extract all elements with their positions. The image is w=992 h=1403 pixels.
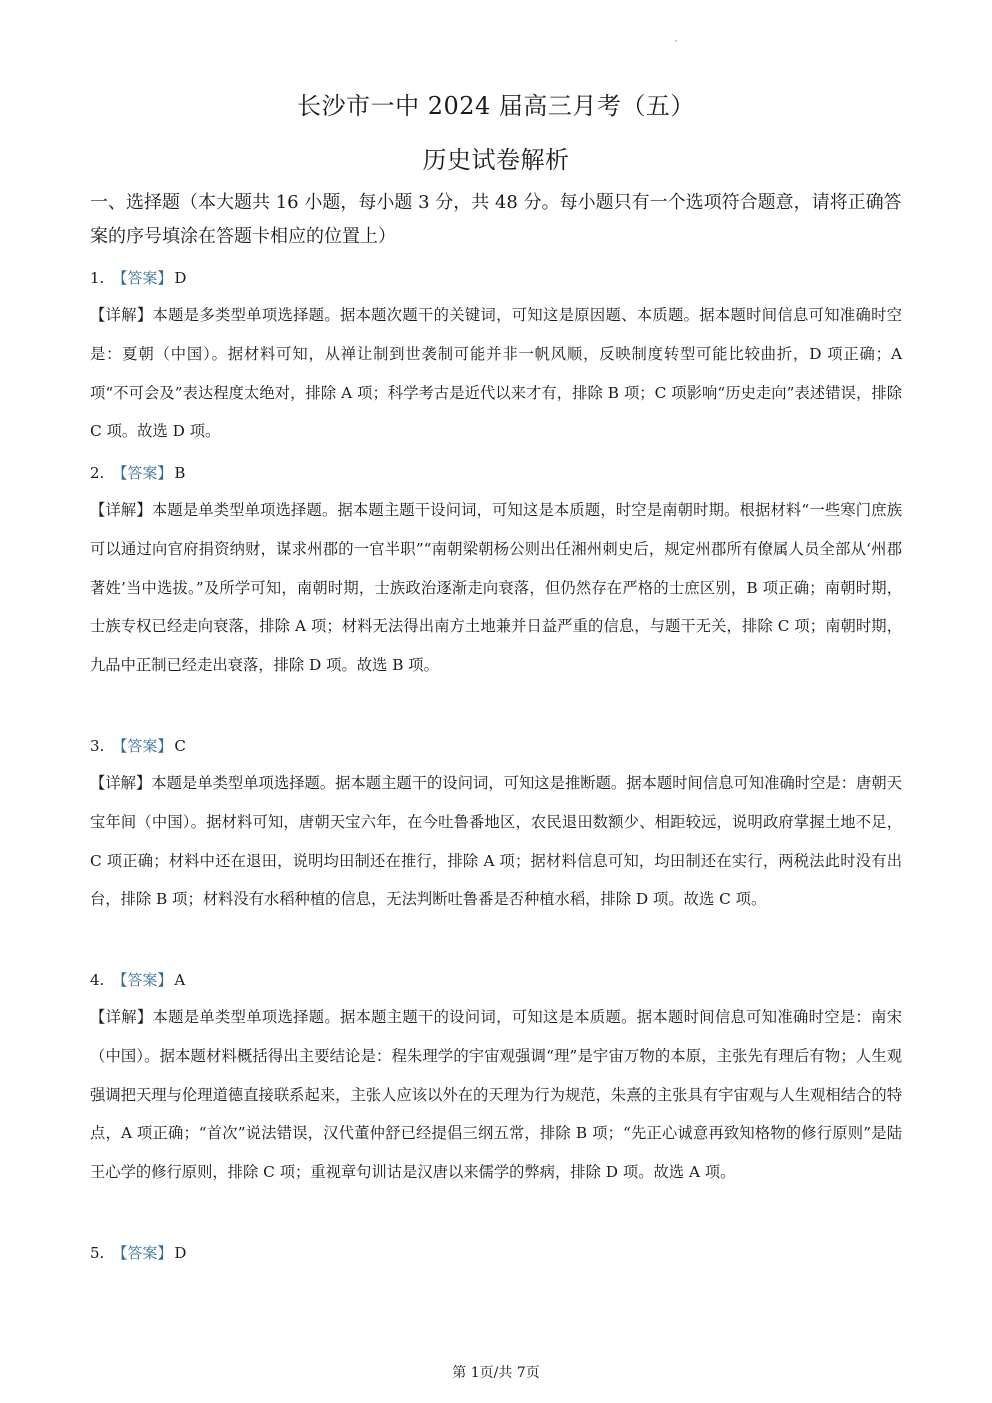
detail-paragraph-3: 【详解】本题是单类型单项选择题。据本题主题干的设问词，可知这是推断题。据本题时间信息可知准确时空是：唐朝天宝年间（中国）。据材料可知，唐朝天宝六年，在今吐鲁番地区，农民退田数额少、相距较远，说明政府掌握土地不足，C 项正确；材料中还在退田，说明均田制还在推行，排除 A 项；据材料信息可知，均田制还在实行，两税法此时没有出台，排除 B 项；材料没有水稻种植的信息，无法判断吐鲁番是否种植水稻，排除 D 项。故选 C 项。: [90, 774, 902, 909]
question-number: 3.: [90, 737, 105, 755]
answer-value: D: [174, 269, 187, 287]
scan-speck: [675, 40, 677, 42]
section-heading: 一、选择题（本大题共 16 小题，每小题 3 分，共 48 分。每小题只有一个选项符合题意，请将正确答案的序号填涂在答题卡相应的位置上）: [90, 192, 902, 247]
answer-tag: 【答案】: [112, 1244, 173, 1262]
answer-value: C: [174, 737, 186, 755]
answer-tag: 【答案】: [112, 464, 173, 482]
document-title: 长沙市一中 2024 届高三月考（五）: [297, 92, 695, 120]
answer-line-1: [90, 268, 186, 288]
answer-line-5: [90, 1243, 186, 1263]
question-number: 2.: [90, 464, 105, 482]
answer-value: A: [174, 971, 186, 989]
answer-line-3: [90, 736, 186, 756]
answer-line-4: [90, 970, 185, 990]
answer-tag: 【答案】: [112, 269, 173, 287]
answer-value: D: [174, 1244, 187, 1262]
answer-tag: 【答案】: [112, 971, 173, 989]
question-number: 1.: [90, 269, 105, 287]
detail-paragraph-4: 【详解】本题是单类型单项选择题。据本题主题干的设问词，可知这是本质题。据本题时间信息可知准确时空是：南宋（中国）。据本题材料概括得出主要结论是：程朱理学的宇宙观强调“理”是宇宙万物的本原，主张先有理后有物；人生观强调把天理与伦理道德直接联系起来，主张人应该以外在的天理为行为规范，朱熹的主张具有宇宙观与人生观相结合的特点，A 项正确；“首次”说法错误，汉代董仲舒已经提倡三纲五常，排除 B 项；“先正心诚意再致知格物的修行原则”是陆王心学的修行原则，排除 C 项；重视章句训诂是汉唐以来儒学的弊病，排除 D 项。故选 A 项。: [90, 1008, 902, 1182]
question-number: 5.: [90, 1244, 105, 1262]
detail-paragraph-1: 【详解】本题是多类型单项选择题。据本题次题干的关键词，可知这是原因题、本质题。据本题时间信息可知准确时空是：夏朝（中国）。据材料可知，从禅让制到世袭制可能并非一帆风顺，反映制度转型可能比较曲折，D 项正确；A 项“不可会及”表达程度太绝对，排除 A 项；科学考古是近代以来才有，排除 B 项；C 项影响“历史走向”表述错误，排除 C 项。故选 D 项。: [90, 306, 902, 441]
question-number: 4.: [90, 971, 105, 989]
answer-tag: 【答案】: [112, 737, 173, 755]
answer-value: B: [174, 464, 186, 482]
detail-paragraph-2: 【详解】本题是单类型单项选择题。据本题主题干设问词，可知这是本质题，时空是南朝时期。根据材料“一些寒门庶族可以通过向官府捐资纳财，谋求州郡的一官半职”“南朝梁朝杨公则出任湘州刺史后，规定州郡所有僚属人员全部从‘州郡著姓’当中选拔。”及所学可知，南朝时期，士族政治逐渐走向衰落，但仍然存在严格的士庶区别，B 项正确；南朝时期，士族专权已经走向衰落，排除 A 项；材料无法得出南方土地兼并日益严重的信息，与题干无关，排除 C 项；南朝时期，九品中正制已经走出衰落，排除 D 项。故选 B 项。: [90, 501, 902, 675]
page-footer: 第 1页/共 7页: [452, 1365, 540, 1381]
document-subtitle: 历史试卷解析: [422, 146, 570, 174]
answer-line-2: [90, 463, 185, 483]
